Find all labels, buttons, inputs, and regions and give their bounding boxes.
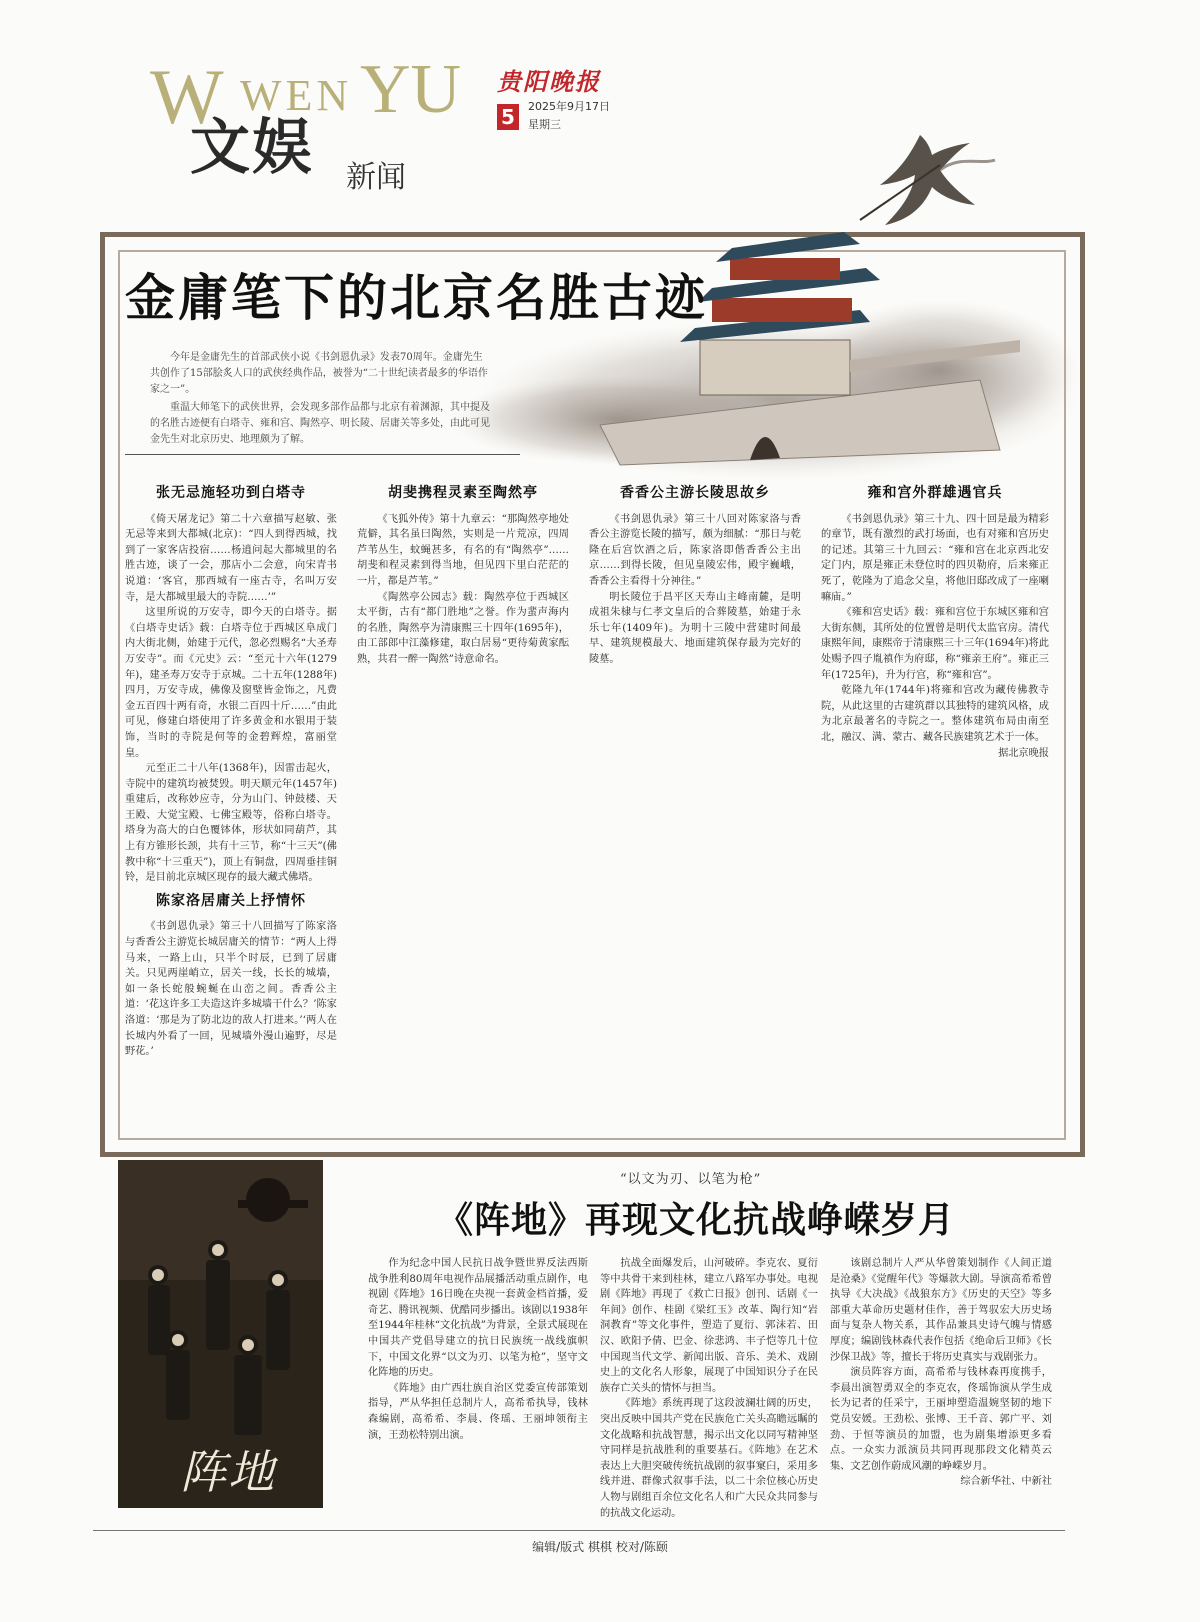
page-footer-credits: 编辑/版式 棋棋 校对/陈颐 xyxy=(532,1540,668,1554)
section-logo-en-w: W xyxy=(150,53,226,140)
body-paragraph: 《书剑恩仇录》第三十八回描写了陈家洛与香香公主游览长城居庸关的情节：“两人上得马来，一路上山，只半个时辰，已到了居庸关。只见两崖峭立，居关一线，长长的城墙，如一条长蛇般蜿蜒在山峦之间。香香公主道：‘花这许多工夫造这许多城墙干什么？’陈家洛道：‘那是为了防北边的敌人打进来。’‘两人在长城内外看了一回，见城墙外漫山遍野，尽是野花。’ xyxy=(125,921,337,1058)
lede-paragraph: 重温大师笔下的武侠世界，会发现多部作品都与北京有着渊源，其中提及的名胜古迹便有白塔寺、雍和宫、陶然亭、明长陵、居庸关等多处，由此可见金先生对北京历史、地理颇为了解。 xyxy=(150,402,490,445)
section-title: 张无忌施轻功到白塔寺 xyxy=(156,485,306,501)
feature-inner-frame-bottom xyxy=(118,1138,1066,1140)
body-paragraph: 这里所说的万安寺，即今天的白塔寺。据《白塔寺史话》载：白塔寺位于西城区阜成门内大街北侧，始建于元代，忽必烈赐名“大圣寿万安寺”。而《元史》云：“至元十六年(1279年)，建圣寿万安寺于京城。二十五年(1288年)四月，万安寺成，佛像及窗壁皆金饰之，凡费金五百四十两有奇，水银二百四十斤……”由此可见，修建白塔使用了许多黄金和水银用于装饰，当时的寺院是何等的金碧辉煌，富丽堂皇。 xyxy=(125,607,337,759)
feature-headline: 金庸笔下的北京名胜古迹 xyxy=(125,269,708,327)
feature-frame-right xyxy=(1080,232,1085,1157)
article-source: 据北京晚报 xyxy=(998,747,1049,759)
lede-paragraph: 今年是金庸先生的首部武侠小说《书剑恩仇录》发表70周年。金庸先生共创作了15部脍炙人口的武侠经典作品，被誉为“二十世纪读者最多的华语作家之一”。 xyxy=(150,352,488,395)
body-paragraph: 《雍和宫史话》载：雍和宫位于东城区雍和宫大街东侧，其所处的位置曾是明代太监官房。清代康熙年间，康熙帝于清康熙三十三年(1694年)将此处赐予四子胤禛作为府邸，称“雍亲王府”。雍正三年(1725年)，升为行宫，称“雍和宫”。 xyxy=(821,607,1049,681)
body-paragraph: 抗战全面爆发后，山河破碎。李克农、夏衍等中共骨干来到桂林，建立八路军办事处。电视剧《阵地》再现了《救亡日报》创刊、话剧《一年间》创作、桂剧《梁红玉》改革、陶行知“岩洞教育”等文化事件，塑造了夏衍、郭沫若、田汉、欧阳予倩、巴金、徐悲鸿、丰子恺等几十位中国现当代文学、新闻出版、音乐、美术、戏剧史上的文化名人形象，展现了中国知识分子在民族存亡关头的情怀与担当。 xyxy=(600,1258,818,1394)
body-paragraph: 乾隆九年(1744年)将雍和宫改为藏传佛教寺院，从此这里的古建筑群以其独特的建筑风格，成为北京最著名的寺院之一。整体建筑布局由南至北，融汉、满、蒙古、藏各民族建筑艺术于一体。 xyxy=(821,685,1049,743)
poster-title: 阵地 xyxy=(180,1445,276,1499)
feature-frame-bottom xyxy=(100,1152,1085,1157)
body-paragraph: 作为纪念中国人民抗日战争暨世界反法西斯战争胜利80周年电视作品展播活动重点剧作，电视剧《阵地》16日晚在央视一套黄金档首播，爱奇艺、腾讯视频、优酷同步播出。该剧以1938年至1944年桂林“文化抗战”为背景，全景式展现在中国共产党倡导建立的抗日民族统一战线旗帜下，中国文化界“以文为刃、以笔为枪”，坚守文化阵地的历史。 xyxy=(368,1258,588,1379)
body-paragraph: 《飞狐外传》第十九章云：“那陶然亭地处荒僻，其名虽曰陶然，实则是一片荒凉，四周芦苇丛生，蚊蝇甚多，有名的有“陶然亭”……胡斐和程灵素到得当地，但见四下里白茫茫的一片，都是芦苇。” xyxy=(357,513,569,587)
article-headline: 《阵地》再现文化抗战峥嵘岁月 xyxy=(437,1200,956,1241)
article-source: 综合新华社、中新社 xyxy=(960,1476,1052,1488)
section-title: 胡斐携程灵素至陶然亭 xyxy=(388,485,538,501)
page-number: 5 xyxy=(497,104,519,130)
footer-divider xyxy=(93,1530,1065,1531)
gate-tower-ink-illustration xyxy=(420,210,1080,480)
feature-inner-frame-left xyxy=(118,250,120,1140)
section-logo-en: WEN xyxy=(240,71,353,120)
lede-divider xyxy=(125,454,520,455)
section-logo-en-yu: YU xyxy=(360,51,462,128)
issue-weekday: 星期三 xyxy=(528,118,561,131)
feature-column-3 xyxy=(589,478,801,1128)
body-paragraph: 元至正二十八年(1368年)，因雷击起火，寺院中的建筑均被焚毁。明天顺元年(1457年)重建后，改称妙应寺，分为山门、钟鼓楼、天王殿、大觉宝殿、七佛宝殿等，俗称白塔寺。塔身为高大的白色覆钵体，形状如同葫芦，其上有方锥形长颈，共有十三节，称“十三天”(佛教中称“十三重天”)，顶上有铜盘，四周垂挂铜铃，是目前北京城区现存的最大藏式佛塔。 xyxy=(125,763,337,884)
article-kicker: “以文为刃、以笔为枪” xyxy=(620,1172,762,1187)
body-paragraph: 《书剑恩仇录》第三十九、四十回是最为精彩的章节，既有激烈的武打场面，也有对雍和宫历史的记述。其第三十九回云：“雍和宫在北京西北安定门内，原是雍正未登位时的四贝勒府，后来雍正死了，乾隆为了追念父皇，将他旧邸改成了一座喇嘛庙。” xyxy=(821,513,1049,603)
feature-column-1 xyxy=(125,478,337,1128)
body-paragraph: 该剧总制片人严从华曾策划制作《人间正道是沧桑》《觉醒年代》等爆款大剧。导演高希希曾执导《大决战》《战狼东方》《历史的天空》等多部重大革命历史题材佳作，善于驾驭宏大历史场面与复杂人物关系，其作品兼具史诗气魄与情感厚度；编剧钱林森代表作包括《绝命后卫师》《长沙保卫战》等，擅长于将历史真实与戏剧张力。 xyxy=(830,1258,1052,1363)
issue-date: 2025年9月17日 xyxy=(528,100,610,113)
section-title: 陈家洛居庸关上抒情怀 xyxy=(156,892,306,909)
feature-frame-left xyxy=(100,232,105,1157)
body-paragraph: 《阵地》由广西壮族自治区党委宣传部策划指导，严从华担任总制片人，高希希执导，钱林森编剧，高希希、李晨、佟瑶、王丽坤领衔主演，王劲松特别出演。 xyxy=(368,1382,588,1441)
feature-column-2 xyxy=(357,478,569,1128)
feature-column-4 xyxy=(821,478,1049,1128)
feature-lede xyxy=(150,350,490,450)
article-column-2 xyxy=(600,1256,818,1524)
body-paragraph: 《书剑恩仇录》第三十八回对陈家洛与香香公主游览长陵的描写，颇为细腻：“那日与乾隆在后宫饮酒之后，陈家洛即偕香香公主出京……到得长陵，但见皇陵宏伟，殿宇巍峨，香香公主看得十分神往。” xyxy=(589,513,801,587)
article-column-1 xyxy=(368,1256,588,1524)
body-paragraph: 明长陵位于昌平区天寿山主峰南麓，是明成祖朱棣与仁孝文皇后的合葬陵墓，始建于永乐七年(1409年)。为明十三陵中营建时间最早、建筑规模最大、地面建筑保存最为完好的陵墓。 xyxy=(589,591,801,665)
section-title: 雍和宫外群雄遇官兵 xyxy=(867,485,1003,501)
drama-poster xyxy=(118,1160,323,1508)
body-paragraph: 《陶然亭公园志》载：陶然亭位于西城区太平街，古有“都门胜地”之誉。作为蜚声海内的名胜，陶然亭为清康熙三十四年(1695年)，由工部郎中江藻修建，取白居易“更待菊黄家酝熟，共君一醉一陶然”诗意命名。 xyxy=(357,591,569,665)
section-title: 香香公主游长陵思故乡 xyxy=(620,485,770,501)
article-column-3 xyxy=(830,1256,1052,1524)
body-paragraph: 《倚天屠龙记》第二十六章描写赵敏、张无忌等来到大都城(北京)：“四人到得西城，找到了一家客店投宿……杨逍问起大都城里的名胜古迹，谈了一会，那店小二会意，向宋青书说道：‘客官，那西城有一座古寺，名叫万安寺，是大都城里最大的寺院……’” xyxy=(125,513,337,603)
body-paragraph: 《阵地》系统再现了这段波澜壮阔的历史，突出反映中国共产党在民族危亡关头高瞻远瞩的文化战略和抗战智慧，揭示出文化以同写精神坚守同样是抗战胜利的重要基石。《阵地》在艺术表达上大胆突破传统抗战剧的叙事窠臼，采用多线并进、群像式叙事手法，以二十余位核心历史人物与剧组百余位文化名人和广大民众共同参与的抗战文化运动。 xyxy=(600,1398,818,1519)
section-logo-cn: 文娱 xyxy=(190,113,314,183)
newspaper-name: 贵阳晚报 xyxy=(497,67,601,96)
body-paragraph: 演员阵容方面，高希希与钱林森再度携手，李晨出演智勇双全的李克农，佟瑶饰演从学生成长为记者的任采宁，王丽坤塑造温婉坚韧的地下党员安媛。王劲松、张博、王千音、郭广平、刘劲、于恒等演员的加盟，也为剧集增添更多看点。一众实力派演员共同再现那段文化精英云集、文艺创作蔚成风潮的峥嵘岁月。 xyxy=(830,1367,1052,1472)
section-sub-title: 新闻 xyxy=(346,160,406,195)
